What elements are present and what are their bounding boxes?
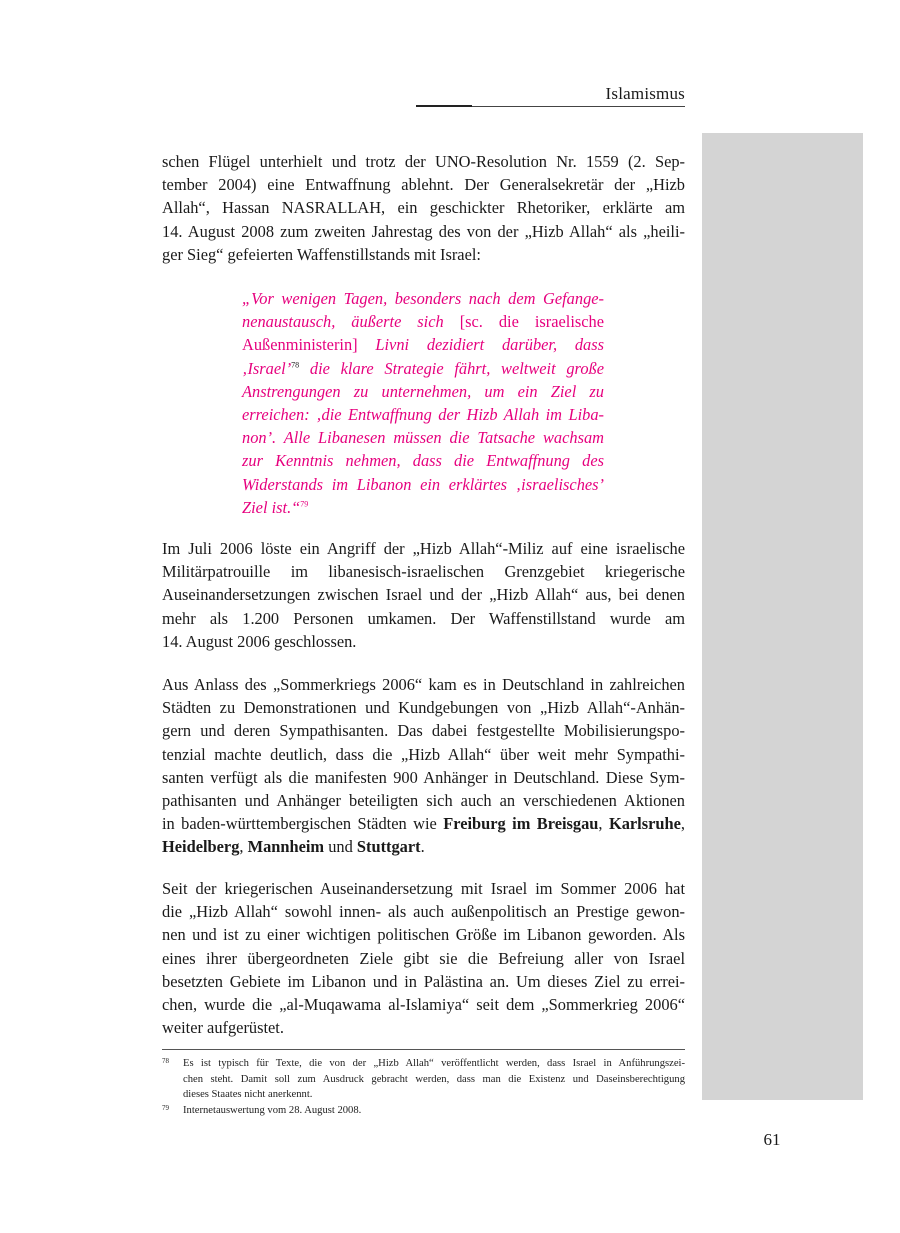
text-line: besetzten Gebiete im Libanon und in Palästina an. Um dieses Ziel zu errei- (162, 971, 685, 991)
running-header-title: Islamismus (605, 84, 685, 103)
city-karlsruhe: Karlsruhe (608, 814, 681, 834)
text-line: Aus Anlass des „Sommerkriegs 2006“ kam es in Deutschland in zahlreichen (162, 675, 685, 694)
text-line: nen und ist zu einer wichtigen politischen Größe im Libanon geworden. Als (162, 925, 685, 945)
quote-line: non’. Alle Libanesen müssen die Tatsache wachsam (242, 428, 604, 448)
footnote-78 (162, 1056, 685, 1103)
footnote-79 (162, 1103, 685, 1119)
text-line (162, 812, 685, 835)
text-line: Militärpatrouille im libanesisch-israelischen Grenzgebiet kriegerische (162, 562, 685, 582)
footnote-number: 78 (162, 1057, 169, 1065)
paragraph-2 (162, 537, 685, 653)
quote-line (242, 357, 604, 380)
text-line: Allah“, Hassan NASRALLAH, ein geschickter Rhetoriker, erklärte am (162, 198, 685, 218)
city-stuttgart: Stuttgart (356, 837, 421, 857)
footnote-line: Es ist typisch für Texte, die von der „Hizb Allah“ veröffentlicht werden, dass Israel in Anführungszei- (183, 1058, 685, 1069)
footnote-rule (162, 1049, 685, 1050)
text-line: gern und deren Sympathisanten. Das dabei festgestellte Mobilisierungspo- (162, 721, 685, 741)
quote-line (242, 310, 604, 333)
text-line: chen, wurde die „al-Muqawama al-Islamiya“ seit dem „Sommerkrieg 2006“ (162, 995, 685, 1015)
quote-text: nenaustausch, äußerte sich (242, 312, 444, 332)
text-line: santen verfügt als die manifesten 900 Anhänger in Deutschland. Diese Sym- (162, 767, 685, 787)
text-line: 14. August 2008 zum zweiten Jahrestag des von der „Hizb Allah“ als „heili- (162, 221, 685, 241)
quote-line: zur Kenntnis nehmen, dass die Entwaffnung des (242, 451, 604, 471)
footnote-line: dieses Staates nicht anerkennt. (183, 1089, 313, 1100)
paragraph-1 (162, 150, 685, 266)
quote-line: Anstrengungen zu unternehmen, um ein Ziel zu (242, 381, 604, 401)
quote-line: erreichen: ‚die Entwaffnung der Hizb Allah im Liba- (242, 405, 604, 425)
footnotes (162, 1056, 685, 1118)
text-line: Städten zu Demonstrationen und Kundgebungen von „Hizb Allah“-Anhän- (162, 698, 685, 718)
text-segment: und (324, 837, 357, 857)
quote-text: Ziel ist.“ (242, 497, 301, 517)
editorial-insert: [sc. die israelische (459, 312, 605, 332)
text-line: Seit der kriegerischen Auseinandersetzung mit Israel im Sommer 2006 hat (162, 879, 685, 898)
text-line: die „Hizb Allah“ sowohl innen- als auch außenpolitisch an Prestige gewon- (162, 902, 685, 922)
footnote-ref-78[interactable]: 78 (291, 360, 300, 370)
text-line: ger Sieg“ gefeierten Waffenstillstands mit Israel: (162, 244, 481, 264)
text-line (162, 835, 685, 858)
quote-line (242, 333, 604, 356)
text-segment: . (420, 837, 425, 857)
quote-line (242, 496, 604, 519)
text-line: mehr als 1.200 Personen umkamen. Der Waffenstillstand wurde am (162, 608, 685, 628)
paragraph-4 (162, 877, 685, 1039)
quote-line: „Vor wenigen Tagen, besonders nach dem Gefange- (242, 289, 604, 308)
margin-sidebar-bar (702, 133, 863, 1100)
text-line: schen Flügel unterhielt und trotz der UNO-Resolution Nr. 1559 (2. Sep- (162, 152, 685, 171)
paragraph-3 (162, 673, 685, 859)
text-line: tember 2004) eine Entwaffnung ablehnt. Der Generalsekretär der „Hizb (162, 175, 685, 195)
footnote-ref-79[interactable]: 79 (300, 499, 309, 509)
editorial-insert: Außenministerin] (242, 335, 358, 355)
text-segment: , (680, 814, 685, 834)
quote-text: Livni dezidiert darüber, dass (375, 335, 604, 355)
quote-text: die klare Strategie fährt, weltweit große (299, 358, 604, 378)
text-segment: in baden-württembergischen Städten wie (162, 814, 444, 834)
city-mannheim: Mannheim (247, 837, 325, 857)
city-heidelberg: Heidelberg (162, 837, 240, 857)
text-line: pathisanten und Anhänger beteiligten sich auch an verschiedenen Aktionen (162, 791, 685, 811)
page-number: 61 (763, 1130, 781, 1149)
text-segment: , (239, 837, 248, 857)
text-line: Auseinandersetzungen zwischen Israel und der „Hizb Allah“ aus, bei denen (162, 585, 685, 605)
text-segment: , (598, 814, 609, 834)
text-line: tenzial machte deutlich, dass die „Hizb Allah“ über weit mehr Sympathi- (162, 744, 685, 764)
footnote-line: chen steht. Damit soll zum Ausdruck gebracht werden, dass man die Existenz und Daseinsberechtigung (183, 1073, 685, 1085)
footnote-line: Internetauswertung vom 28. August 2008. (183, 1104, 362, 1116)
text-line: weiter aufgerüstet. (162, 1018, 284, 1038)
header-rule-accent (416, 105, 472, 107)
text-line: eines ihrer übergeordneten Ziele gibt sie die Befreiung aller von Israel (162, 948, 685, 968)
footnote-number: 79 (162, 1103, 169, 1112)
quote-text: ‚Israel’ (242, 358, 292, 378)
city-freiburg: Freiburg im Breisgau (443, 814, 599, 834)
block-quote (242, 287, 604, 519)
quote-line: Widerstands im Libanon ein erklärtes ‚israelisches’ (242, 474, 604, 494)
text-line: 14. August 2006 geschlossen. (162, 631, 357, 651)
text-line: Im Juli 2006 löste ein Angriff der „Hizb Allah“-Miliz auf eine israelische (162, 539, 685, 558)
